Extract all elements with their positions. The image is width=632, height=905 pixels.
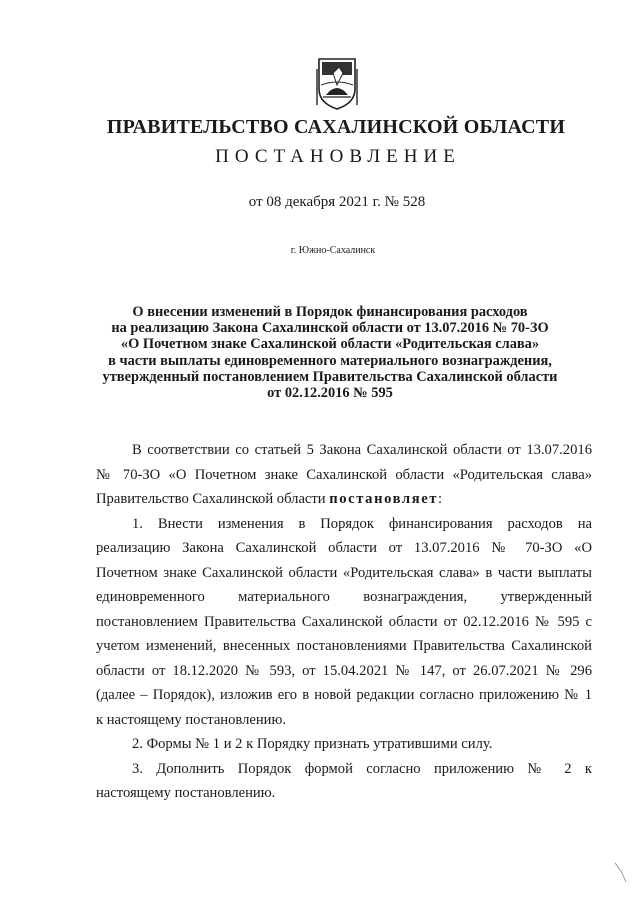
- title-line: в части выплаты единовременного материального вознаграждения,: [108, 352, 552, 369]
- body-line: Почетном знаке Сахалинской области «Родительская слава» в части выплаты: [96, 564, 592, 581]
- title-line: на реализацию Закона Сахалинской области от 13.07.2016 № 70-ЗО: [111, 320, 549, 337]
- body-line: постановлением Правительства Сахалинской области от 02.12.2016 № 595 с: [96, 613, 592, 630]
- government-name: ПРАВИТЕЛЬСТВО САХАЛИНСКОЙ ОБЛАСТИ: [106, 116, 566, 138]
- title-line: «О Почетном знаке Сахалинской области «Родительская слава»: [120, 336, 540, 353]
- scan-mark-icon: [614, 862, 628, 884]
- body-line: настоящему постановлению.: [96, 785, 276, 801]
- body-line: единовременного материального вознаграждения, утвержденный: [96, 589, 592, 605]
- colon: :: [438, 491, 443, 507]
- body-line: к настоящему постановлению.: [96, 711, 287, 728]
- body-line: 1. Внести изменения в Порядок финансирования расходов на: [132, 515, 592, 532]
- body-line: В соответствии со статьей 5 Закона Сахалинской области от 13.07.2016: [132, 442, 592, 458]
- body-line: реализацию Закона Сахалинской области от 13.07.2016 № 70-ЗО «О: [96, 540, 592, 556]
- body-line: области от 18.12.2020 № 593, от 15.04.2021 № 147, от 26.07.2021 № 296: [96, 662, 592, 679]
- document-date-number: от 08 декабря 2021 г. № 528: [248, 194, 426, 210]
- body-line: учетом изменений, внесенных постановлениями Правительства Сахалинской: [96, 638, 592, 654]
- body-line: [96, 487, 592, 512]
- document-city: г. Южно-Сахалинск: [290, 245, 376, 256]
- document-type: ПОСТАНОВЛЕНИЕ: [215, 146, 461, 167]
- title-line: утвержденный постановлением Правительства Сахалинской области: [102, 368, 558, 385]
- item-3-paragraph: [96, 757, 592, 806]
- document-body: [96, 438, 592, 806]
- body-line: 2. Формы № 1 и 2 к Порядку признать утратившими силу.: [132, 736, 493, 752]
- coat-of-arms-icon: [313, 55, 361, 111]
- item-1-paragraph: [96, 512, 592, 733]
- body-line: № 70-ЗО «О Почетном знаке Сахалинской области «Родительская слава»: [96, 466, 592, 483]
- document-title: [95, 304, 565, 401]
- resolve-word: постановляет: [329, 491, 439, 507]
- body-line: 3. Дополнить Порядок формой согласно приложению № 2 к: [132, 760, 592, 777]
- preamble-paragraph: [96, 438, 592, 512]
- item-2-paragraph: [96, 732, 592, 757]
- title-line: О внесении изменений в Порядок финансирования расходов: [132, 304, 528, 320]
- body-line: (далее – Порядок), изложив его в новой редакции согласно приложению № 1: [96, 687, 592, 703]
- title-line: от 02.12.2016 № 595: [267, 385, 393, 402]
- preamble-subject: Правительство Сахалинской области: [96, 491, 330, 507]
